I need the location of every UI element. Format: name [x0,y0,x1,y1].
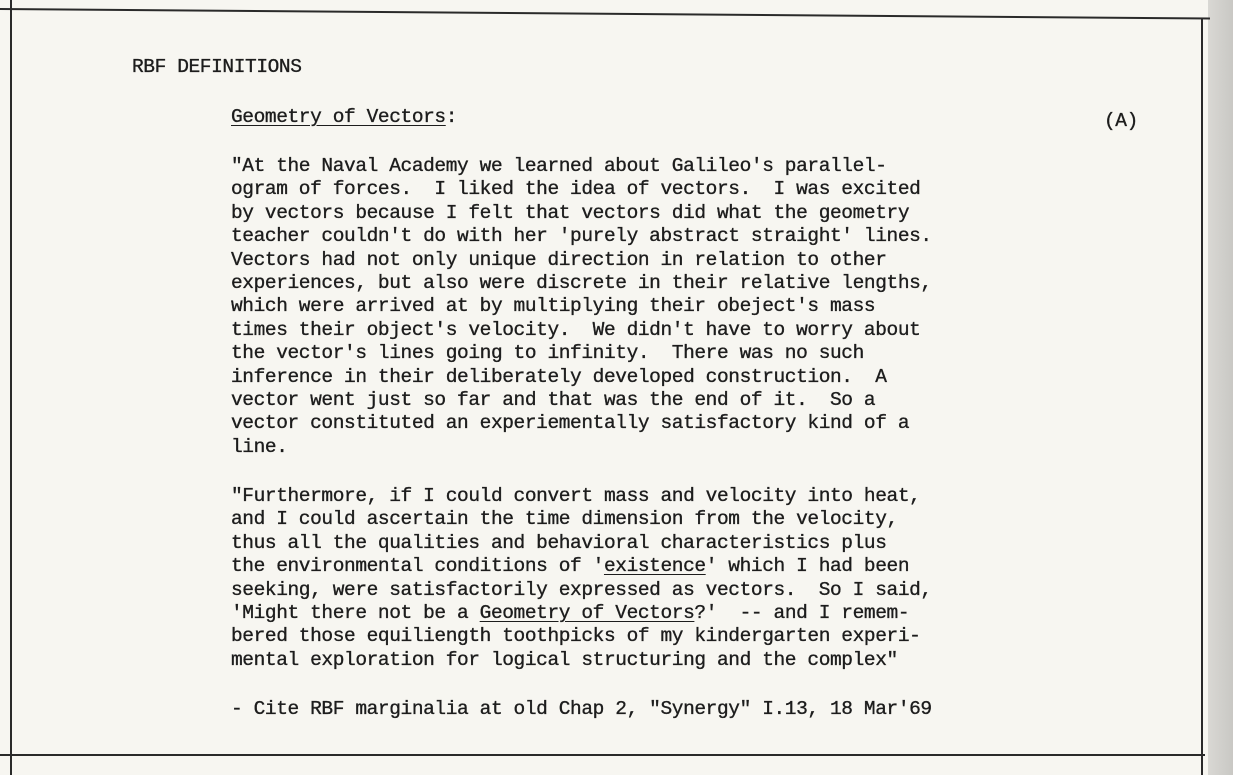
citation-line: - Cite RBF marginalia at old Chap 2, "Synergy" I.13, 18 Mar'69 [231,698,932,720]
underlined-term-geometry-of-vectors: Geometry of Vectors [479,602,695,625]
paragraph-line: line. [231,435,288,458]
underlined-term-existence: existence [603,555,706,578]
paragraph-line: the environmental conditions of ' [231,555,604,578]
paragraph-line: by vectors because I felt that vectors did what the geometry [231,201,910,224]
scan-page-edge [1208,0,1233,775]
paragraph-line: vector went just so far and that was the end of it. So a [231,389,876,412]
paragraph-line-tail: ' which I had been [705,555,910,578]
section-marker: (A) [1104,110,1138,132]
quote-paragraph-2 [231,485,932,672]
paragraph-line: "At the Naval Academy we learned about Galileo's parallel- [231,155,887,177]
paragraph-line: mental exploration for logical structuring and the complex" [231,648,898,671]
paragraph-line-tail: ?' -- and I remem- [694,602,910,625]
section-title-text: Geometry of Vectors [231,106,446,128]
paragraph-line: teacher couldn't do with her 'purely abstract straight' lines. [231,225,932,248]
paragraph-line: which were arrived at by multiplying their obeject's mass [231,295,876,318]
left-border-line [10,0,12,775]
paragraph-line: bered those equiliength toothpicks of my kindergarten experi- [231,625,921,648]
paragraph-line: 'Might there not be a [231,602,480,625]
paragraph-line: vector constituted an experiementally satisfactory kind of a [231,412,910,435]
paragraph-line: seeking, were satisfactorily expressed as vectors. So I said, [231,578,932,601]
quote-paragraph-1 [231,155,932,459]
paragraph-line: experiences, but also were discrete in their relative lengths, [231,272,932,295]
right-border-line [1201,18,1203,775]
top-border-line [0,8,1210,20]
paragraph-line: "Furthermore, if I could convert mass and velocity into heat, [231,485,921,507]
paragraph-line: the vector's lines going to infinity. There was no such [231,342,864,365]
bottom-border-line [0,754,1205,756]
paragraph-line: Vectors had not only unique direction in relation to other [231,248,887,271]
section-title-colon: : [445,106,458,128]
document-heading: RBF DEFINITIONS [132,56,302,78]
section-title [231,106,457,128]
paragraph-line: times their object's velocity. We didn't have to worry about [231,318,921,341]
paragraph-line: ogram of forces. I liked the idea of vectors. I was excited [231,178,921,201]
paragraph-line: and I could ascertain the time dimension from the velocity, [231,508,898,531]
paragraph-line: inference in their deliberately developed construction. A [231,365,887,388]
paragraph-line: thus all the qualities and behavioral characteristics plus [231,531,887,554]
